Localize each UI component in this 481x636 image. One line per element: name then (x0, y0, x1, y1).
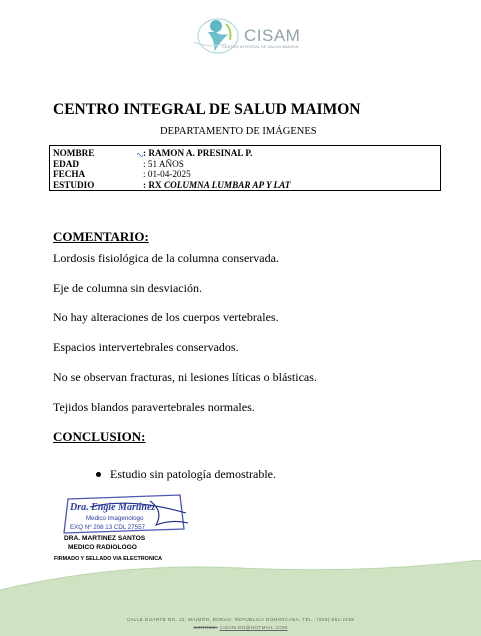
conclusion-heading: CONCLUSION: (53, 429, 146, 444)
department-heading: DEPARTAMENTO DE IMÁGENES (160, 126, 317, 137)
conclusion-item (96, 467, 276, 482)
info-label: NOMBRE (53, 148, 95, 158)
finding-item: Espacios intervertebrales conservados. (53, 340, 239, 354)
physician-name: DRA. MARTINEZ SANTOS (64, 535, 146, 542)
signature-note: FIRMADO Y SELLADO VIA ELECTRONICA (54, 556, 163, 562)
info-label: EDAD (53, 158, 80, 169)
physician-title: MEDICO RADIOLOGO (68, 544, 137, 551)
finding-item: Tejidos blandos paravertebrales normales. (53, 400, 255, 414)
info-label: FECHA (53, 169, 86, 179)
finding-item: Eje de columna sin desviación. (53, 281, 202, 295)
patient-info-box (49, 145, 441, 191)
study-prefix: : RX (143, 179, 164, 190)
finding-item: No hay alteraciones de los cuerpos vertebrales. (53, 310, 279, 324)
info-value: : 01-04-2025 (143, 169, 191, 179)
bullet-icon (96, 472, 101, 477)
svg-text:Medico Imagenologo: Medico Imagenologo (86, 515, 144, 522)
email-label: CORREO: (193, 625, 218, 630)
footer-address: CALLE DUARTE NO. 13, MAIMÓN, BONAO, REPUBLICA DOMINICANA, TEL.: (809)-551-2196 (126, 617, 355, 622)
study-name: COLUMNA LUMBAR AP Y LAT (163, 179, 291, 190)
logo-subtitle: CENTRO INTEGRAL DE SALUD MAIMON (222, 44, 299, 49)
info-label: ESTUDIO (53, 179, 95, 190)
logo-wordmark: CISAM (244, 26, 301, 45)
finding-item: No se observan fracturas, ni lesiones líticas o blásticas. (53, 370, 317, 384)
signature-stamp-icon (60, 493, 190, 535)
svg-text:EXQ Nº 208 13 CDL 27557: EXQ Nº 208 13 CDL 27557 (70, 524, 145, 531)
finding-item: Lordosis fisiológica de la columna conservada. (53, 251, 279, 265)
document-title: CENTRO INTEGRAL DE SALUD MAIMON (53, 101, 361, 118)
info-value (143, 180, 290, 190)
info-value: : 51 AÑOS (143, 158, 184, 169)
info-value: : RAMON A. PRESINAL P. (143, 148, 253, 158)
conclusion-text: Estudio sin patología demostrable. (110, 467, 276, 481)
email-link[interactable]: CISAM.DO@HOTMAIL.COM (219, 625, 288, 630)
comentario-heading: COMENTARIO: (53, 229, 149, 244)
footer-email (0, 625, 481, 630)
svg-text:Dra. Engie Martinez: Dra. Engie Martinez (70, 502, 156, 513)
